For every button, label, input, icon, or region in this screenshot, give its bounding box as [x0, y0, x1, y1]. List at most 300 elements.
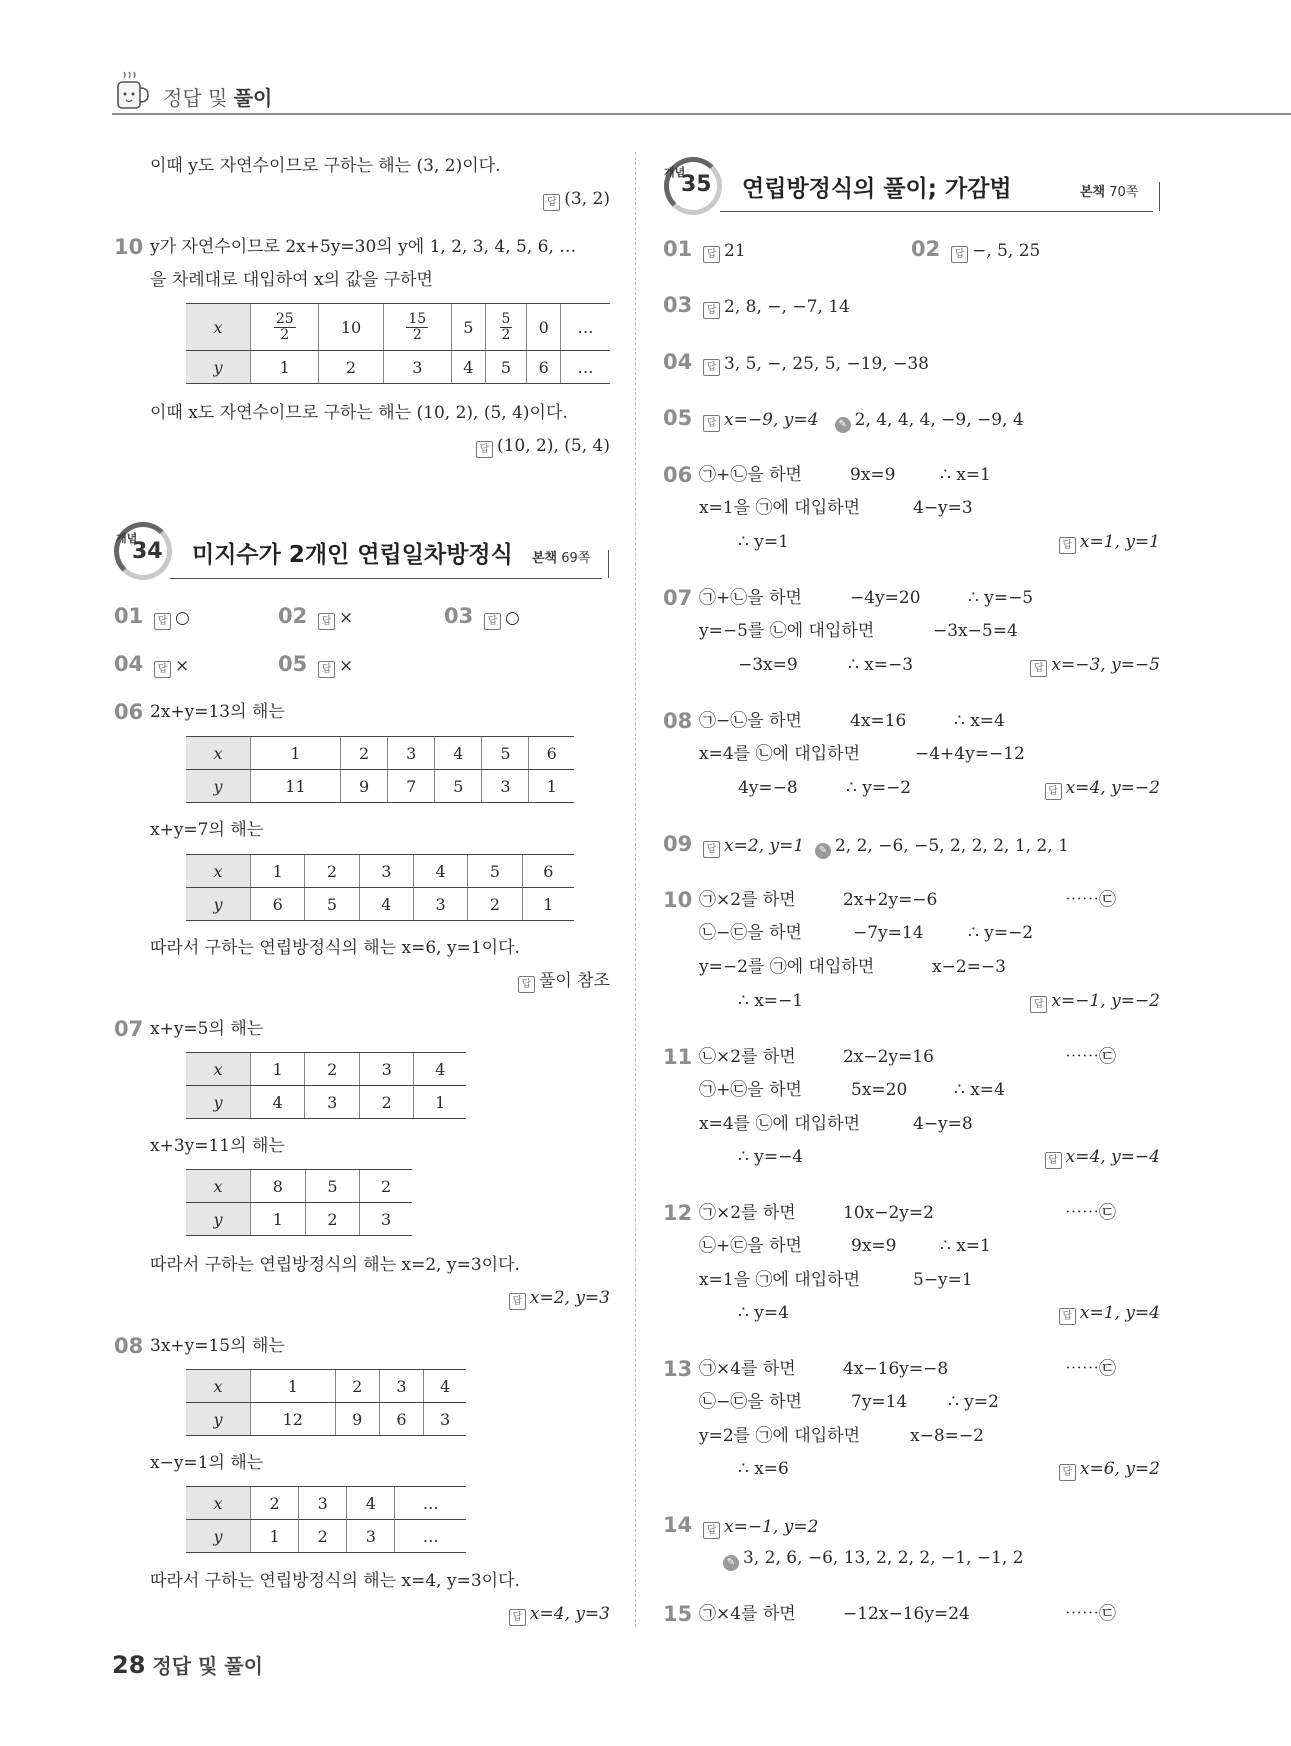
table-cell: 1: [251, 855, 305, 888]
table-cell: 2: [299, 1520, 347, 1553]
r11-l3b: 4−y=8: [913, 1114, 973, 1134]
p08-answer: [420, 1603, 610, 1626]
p07-number: 07: [114, 1017, 144, 1041]
item-number: 01: [114, 604, 144, 628]
table-header-x: x: [186, 737, 251, 770]
r11-l1b: 2x−2y=16: [843, 1047, 934, 1067]
table-cell: 4: [413, 855, 467, 888]
table-cell: 5: [468, 855, 522, 888]
answer-icon: 답: [509, 1293, 526, 1310]
item-number: 03: [444, 604, 474, 628]
table-cell: 3: [360, 1203, 412, 1236]
answer-icon: 답: [476, 441, 493, 458]
r11-number: 11: [663, 1045, 693, 1069]
table-cell: 2: [360, 1170, 412, 1203]
table-cell: 3: [347, 1520, 395, 1553]
pencil-icon: ✎: [723, 1555, 739, 1571]
section-ref-bold: 본책: [532, 551, 558, 566]
table-cell: 5: [435, 770, 482, 803]
table-cell: 6: [527, 351, 561, 384]
r08-answer: [960, 777, 1160, 800]
r13-l3b: x−8=−2: [910, 1426, 984, 1446]
r12-l2a: ㉡+㉢을 하면: [699, 1236, 802, 1256]
quick-answer-text: ○: [175, 608, 190, 628]
p07-table2: [186, 1169, 412, 1236]
r11-l2b: 5x=20: [851, 1080, 908, 1100]
r07-number: 07: [663, 586, 693, 610]
r07-l1b: −4y=20: [850, 588, 921, 608]
answer-icon: 답: [154, 613, 171, 630]
p10-table: [186, 303, 610, 384]
answer-icon: 답: [1059, 1464, 1076, 1481]
section-page-ref: [532, 547, 590, 566]
r02-answer: −, 5, 25: [972, 241, 1041, 261]
r13-l2c: ∴ y=2: [948, 1392, 999, 1412]
r12-answer-text: x=1, y=4: [1079, 1303, 1160, 1323]
r05: [663, 407, 1024, 433]
r13-answer-text: x=6, y=2: [1079, 1459, 1160, 1479]
table-row: [186, 855, 574, 888]
table-cell: 4: [347, 1487, 395, 1520]
table-header-y: y: [186, 888, 251, 921]
answer-icon: 답: [484, 613, 501, 630]
r03: [663, 294, 850, 319]
p10-answer-text: (10, 2), (5, 4): [496, 436, 610, 456]
table-row: [186, 1403, 466, 1436]
table-cell: 4: [435, 737, 482, 770]
page-number: 28: [112, 1651, 146, 1679]
section-tick: [608, 550, 609, 578]
quick-answer-text: ×: [175, 656, 190, 676]
table-cell: 5: [305, 1170, 360, 1203]
table-row: [186, 770, 574, 803]
r08-l1a: ㉠−㉡을 하면: [699, 711, 802, 731]
quick-answer-text: ×: [339, 608, 354, 628]
table-row: [186, 888, 574, 921]
p08-number: 08: [114, 1334, 144, 1358]
table-header-y: y: [186, 351, 251, 384]
p06-answer-text: 풀이 참조: [538, 971, 610, 991]
header-title: [163, 82, 272, 111]
p07-conclusion: 따라서 구하는 연립방정식의 해는 x=2, y=3이다.: [150, 1255, 520, 1275]
r14-pen-line: [723, 1547, 1024, 1571]
fraction-num: 5: [501, 310, 511, 327]
table-cell: 3: [359, 1053, 413, 1086]
r08-l1b: 4x=16: [850, 711, 907, 731]
r10-l2c: ∴ y=−2: [968, 923, 1034, 943]
r01-answer: 21: [724, 241, 746, 261]
table-row: [186, 737, 574, 770]
p08-conclusion: 따라서 구하는 연립방정식의 해는 x=4, y=3이다.: [150, 1571, 520, 1591]
fraction: [406, 312, 428, 343]
r06-l1c: ∴ x=1: [940, 465, 991, 485]
p07-answer: [420, 1287, 610, 1310]
r12-l4: ∴ y=4: [738, 1303, 789, 1323]
r07-l3a: −3x=9: [738, 655, 798, 675]
table-header-y: y: [186, 1086, 251, 1119]
quick-answer-03: [444, 605, 520, 630]
p10-line1: y가 자연수이므로 2x+5y=30의 y에 1, 2, 3, 4, 5, 6, …: [150, 237, 577, 257]
r06-number: 06: [663, 463, 693, 487]
table-cell: 2: [340, 737, 387, 770]
answer-icon: 답: [951, 246, 968, 263]
table-cell: …: [395, 1520, 466, 1553]
table-cell: 5: [452, 304, 486, 351]
answer-icon: 답: [318, 613, 335, 630]
table-cell: 6: [522, 855, 574, 888]
r14-pen-answer: 3, 2, 6, −6, 13, 2, 2, 2, −1, −1, 2: [743, 1548, 1024, 1568]
r15-l1b: −12x−16y=24: [843, 1604, 970, 1624]
table-cell: [383, 304, 451, 351]
pencil-icon: ✎: [815, 843, 831, 859]
section-label: 개념: [664, 166, 686, 179]
table-header-x: x: [186, 1170, 251, 1203]
item-number: 05: [663, 406, 693, 430]
p09-tail-text: 이때 y도 자연수이므로 구하는 해는 (3, 2)이다.: [150, 156, 501, 176]
r11-l4: ∴ y=−4: [738, 1147, 804, 1167]
r08-l1c: ∴ x=4: [954, 711, 1005, 731]
section-ref-text: 69쪽: [561, 551, 591, 566]
section-tick: [1159, 182, 1160, 211]
fraction-den: 2: [280, 326, 290, 343]
table-cell: 1: [251, 1520, 299, 1553]
r09-answer: x=2, y=1: [724, 836, 805, 856]
r10-l1b: 2x+2y=−6: [843, 890, 938, 910]
r11-l2a: ㉠+㉢을 하면: [699, 1080, 802, 1100]
r13-l4: ∴ x=6: [738, 1459, 789, 1479]
item-number: 01: [663, 237, 693, 261]
section-label: 개념: [116, 532, 138, 545]
fraction-num: 25: [275, 310, 294, 327]
r10-answer: [960, 990, 1160, 1013]
answer-icon: 답: [154, 661, 171, 678]
table-cell: 6: [251, 888, 305, 921]
page-footer: [112, 1650, 263, 1679]
table-row: [186, 1203, 412, 1236]
r13-l1a: ㉠×4를 하면: [699, 1359, 796, 1379]
r10-answer-text: x=−1, y=−2: [1051, 991, 1160, 1011]
table-cell: 6: [529, 737, 574, 770]
r04: [663, 351, 929, 376]
r12-l3a: x=1을 ㉠에 대입하면: [699, 1270, 860, 1290]
table-cell: 8: [251, 1170, 306, 1203]
p06-eq1: 2x+y=13의 해는: [150, 702, 285, 722]
table-cell: 1: [251, 1203, 306, 1236]
table-cell: [485, 304, 527, 351]
p06-number: 06: [114, 700, 144, 724]
table-cell: 9: [340, 770, 387, 803]
answer-icon: 답: [703, 415, 720, 432]
table-cell: 10: [319, 304, 383, 351]
table-cell: 2: [305, 1203, 360, 1236]
r15-number: 15: [663, 1602, 693, 1626]
answer-icon: 답: [509, 1609, 526, 1626]
p07-table1: [186, 1052, 466, 1119]
item-number: 09: [663, 832, 693, 856]
section-number: 35: [681, 172, 712, 197]
r15-l1a: ㉠×4를 하면: [699, 1604, 796, 1624]
p10-after: 이때 x도 자연수이므로 구하는 해는 (10, 2), (5, 4)이다.: [150, 403, 568, 423]
table-row: [186, 1170, 412, 1203]
fraction: [274, 312, 296, 343]
table-cell: 5: [482, 737, 529, 770]
p10-line2: 을 차례대로 대입하여 x의 값을 구하면: [150, 270, 433, 290]
r07-l3b: ∴ x=−3: [848, 655, 914, 675]
section-title: 미지수가 2개인 연립일차방정식: [192, 542, 513, 568]
table-row: [186, 304, 610, 351]
r05-answer: x=−9, y=4: [724, 410, 819, 430]
r13-l1c: ⋯⋯㉢: [1065, 1359, 1116, 1379]
r10-l1c: ⋯⋯㉢: [1065, 890, 1116, 910]
r14-answer: x=−1, y=2: [724, 1517, 819, 1537]
r11-answer-text: x=4, y=−4: [1065, 1147, 1160, 1167]
p09-answer: [420, 188, 610, 211]
r07-answer: [960, 654, 1160, 677]
r06-l3: ∴ y=1: [738, 532, 789, 552]
answer-icon: 답: [703, 359, 720, 376]
quick-answer-01: [114, 605, 190, 630]
section-ref-bold: 본책: [1080, 185, 1106, 200]
r13-l2b: 7y=14: [851, 1392, 908, 1412]
section-title: 연립방정식의 풀이; 가감법: [742, 176, 1012, 202]
p06-answer: [430, 970, 610, 993]
table-cell: …: [560, 304, 610, 351]
p08-table1: [186, 1369, 466, 1436]
section-underline: [170, 578, 602, 579]
table-cell: 2: [305, 855, 359, 888]
table-row: [186, 1370, 466, 1403]
section-underline: [720, 211, 1153, 212]
table-cell: 3: [305, 1086, 359, 1119]
table-cell: 1: [414, 1086, 466, 1119]
table-row: [186, 351, 610, 384]
r07-answer-text: x=−3, y=−5: [1051, 655, 1160, 675]
p06-eq2: x+y=7의 해는: [150, 820, 264, 840]
table-header-y: y: [186, 1520, 251, 1553]
r10-l3a: y=−2를 ㉠에 대입하면: [699, 957, 875, 977]
item-number: 04: [114, 652, 144, 676]
r06-answer-text: x=1, y=1: [1079, 532, 1160, 552]
r10-l2b: −7y=14: [853, 923, 924, 943]
r07-l2a: y=−5를 ㉡에 대입하면: [699, 621, 875, 641]
mug-icon: [112, 70, 152, 112]
quick-answer-02: [278, 605, 353, 630]
r11-l1c: ⋯⋯㉢: [1065, 1047, 1116, 1067]
r05-pen-answer: 2, 4, 4, 4, −9, −9, 4: [854, 410, 1024, 430]
answer-icon: 답: [543, 194, 560, 211]
answer-icon: 답: [318, 661, 335, 678]
table-cell: 12: [251, 1403, 336, 1436]
table-cell: 7: [388, 770, 435, 803]
table-cell: 3: [383, 351, 451, 384]
table-cell: …: [395, 1487, 466, 1520]
header-rule: [112, 113, 1291, 115]
p10-answer: [380, 435, 610, 458]
table-cell: 5: [485, 351, 527, 384]
table-cell: 4: [359, 888, 413, 921]
quick-answer-04: [114, 653, 189, 678]
r13-number: 13: [663, 1357, 693, 1381]
r08-l3b: ∴ y=−2: [846, 778, 912, 798]
r12-l2c: ∴ x=1: [940, 1236, 991, 1256]
fraction: [500, 312, 513, 343]
table-cell: 1: [251, 351, 319, 384]
table-cell: 3: [299, 1487, 347, 1520]
pencil-icon: ✎: [835, 417, 851, 433]
item-number: 02: [911, 237, 941, 261]
r10-l2a: ㉡−㉢을 하면: [699, 923, 802, 943]
answer-icon: 답: [1030, 996, 1047, 1013]
header-title-prefix: 정답 및: [163, 86, 234, 110]
r07-l1a: ㉠+㉡을 하면: [699, 588, 802, 608]
table-cell: 1: [522, 888, 574, 921]
r06-answer: [960, 531, 1160, 554]
table-cell: 0: [527, 304, 561, 351]
r12-answer: [960, 1302, 1160, 1325]
r08-l2a: x=4를 ㉡에 대입하면: [699, 744, 860, 764]
r12-l3b: 5−y=1: [913, 1270, 973, 1290]
p06-conclusion: 따라서 구하는 연립방정식의 해는 x=6, y=1이다.: [150, 938, 520, 958]
table-cell: 3: [424, 1403, 466, 1436]
r15-l1c: ⋯⋯㉢: [1065, 1604, 1116, 1624]
r06-l1a: ㉠+㉡을 하면: [699, 465, 802, 485]
table-header-y: y: [186, 1203, 251, 1236]
table-cell: 4: [424, 1370, 466, 1403]
r11-answer: [960, 1146, 1160, 1169]
table-cell: 1: [251, 1053, 305, 1086]
answer-icon: 답: [1045, 783, 1062, 800]
r13-l1b: 4x−16y=−8: [843, 1359, 949, 1379]
quick-answer-text: ×: [339, 656, 354, 676]
r07-l1c: ∴ y=−5: [968, 588, 1034, 608]
r11-l2c: ∴ x=4: [954, 1080, 1005, 1100]
answer-icon: 답: [1059, 1308, 1076, 1325]
r12-number: 12: [663, 1201, 693, 1225]
r08-l2b: −4+4y=−12: [915, 744, 1025, 764]
r07-l2b: −3x−5=4: [933, 621, 1018, 641]
table-cell: 1: [251, 737, 341, 770]
r08-number: 08: [663, 709, 693, 733]
p07-eq2: x+3y=11의 해는: [150, 1136, 285, 1156]
answer-icon: 답: [703, 302, 720, 319]
section-page-ref: [1080, 181, 1138, 200]
fraction-den: 2: [412, 326, 422, 343]
table-cell: 9: [335, 1403, 379, 1436]
table-cell: 11: [251, 770, 341, 803]
table-cell: …: [560, 351, 610, 384]
table-row: [186, 1487, 466, 1520]
r13-answer: [960, 1458, 1160, 1481]
fraction-den: 2: [501, 326, 511, 343]
item-number: 05: [278, 652, 308, 676]
fraction-num: 15: [408, 310, 427, 327]
section-number: 34: [132, 539, 163, 564]
r01: [663, 238, 746, 263]
r03-answer: 2, 8, −, −7, 14: [724, 297, 850, 317]
quick-answer-05: [278, 653, 353, 678]
answer-icon: 답: [703, 1522, 720, 1539]
r06-l1b: 9x=9: [850, 465, 896, 485]
p08-answer-text: x=4, y=3: [529, 1604, 610, 1624]
r10-l1a: ㉠×2를 하면: [699, 890, 796, 910]
p08-table2: [186, 1486, 466, 1553]
table-cell: 2: [319, 351, 383, 384]
table-cell: 6: [379, 1403, 423, 1436]
p08-eq2: x−y=1의 해는: [150, 1453, 264, 1473]
r12-l1b: 10x−2y=2: [843, 1203, 934, 1223]
table-cell: 4: [251, 1086, 305, 1119]
r10-l4: ∴ x=−1: [738, 991, 804, 1011]
r13-l2a: ㉡−㉢을 하면: [699, 1392, 802, 1412]
table-cell: 3: [482, 770, 529, 803]
table-cell: [251, 304, 319, 351]
table-cell: 3: [359, 855, 413, 888]
r04-answer: 3, 5, −, 25, 5, −19, −38: [724, 354, 929, 374]
r06-l2b: 4−y=3: [913, 498, 973, 518]
table-header-x: x: [186, 1053, 251, 1086]
item-number: 14: [663, 1513, 693, 1537]
r12-l2b: 9x=9: [851, 1236, 897, 1256]
r02: [911, 238, 1040, 263]
table-cell: 1: [529, 770, 574, 803]
answer-icon: 답: [1030, 660, 1047, 677]
table-cell: 2: [335, 1370, 379, 1403]
p09-answer-text: (3, 2): [564, 189, 610, 209]
r12-l1a: ㉠×2를 하면: [699, 1203, 796, 1223]
r12-l1c: ⋯⋯㉢: [1065, 1203, 1116, 1223]
p10-number: 10: [114, 235, 144, 259]
answer-icon: 답: [703, 841, 720, 858]
table-cell: 2: [468, 888, 522, 921]
r11-l3a: x=4를 ㉡에 대입하면: [699, 1114, 860, 1134]
section-ref-text: 70쪽: [1109, 185, 1139, 200]
header-title-bold: 풀이: [233, 86, 273, 110]
r09-pen-answer: 2, 2, −6, −5, 2, 2, 2, 1, 2, 1: [834, 836, 1069, 856]
r06-l2a: x=1을 ㉠에 대입하면: [699, 498, 860, 518]
answer-icon: 답: [518, 976, 535, 993]
r10-l3b: x−2=−3: [932, 957, 1006, 977]
table-cell: 3: [379, 1370, 423, 1403]
r08-answer-text: x=4, y=−2: [1065, 778, 1160, 798]
r08-l3a: 4y=−8: [738, 778, 798, 798]
quick-answer-text: ○: [505, 608, 520, 628]
table-row: [186, 1053, 466, 1086]
answer-icon: 답: [703, 246, 720, 263]
r13-l3a: y=2를 ㉠에 대입하면: [699, 1426, 861, 1446]
p07-answer-text: x=2, y=3: [529, 1288, 610, 1308]
table-header-x: x: [186, 855, 251, 888]
r14: [663, 1514, 818, 1539]
item-number: 04: [663, 350, 693, 374]
table-cell: 4: [414, 1053, 466, 1086]
p06-table1: [186, 736, 574, 803]
p06-table2: [186, 854, 574, 921]
p08-eq1: 3x+y=15의 해는: [150, 1336, 285, 1356]
answer-icon: 답: [1045, 1152, 1062, 1169]
r11-l1a: ㉡×2를 하면: [699, 1047, 796, 1067]
table-header-y: y: [186, 1403, 251, 1436]
table-cell: 2: [305, 1053, 359, 1086]
r10-number: 10: [663, 888, 693, 912]
item-number: 02: [278, 604, 308, 628]
r09: [663, 833, 1069, 859]
p07-eq1: x+y=5의 해는: [150, 1019, 264, 1039]
table-header-x: x: [186, 1487, 251, 1520]
table-cell: 1: [251, 1370, 336, 1403]
table-row: [186, 1086, 466, 1119]
table-cell: 2: [251, 1487, 299, 1520]
table-header-x: x: [186, 1370, 251, 1403]
